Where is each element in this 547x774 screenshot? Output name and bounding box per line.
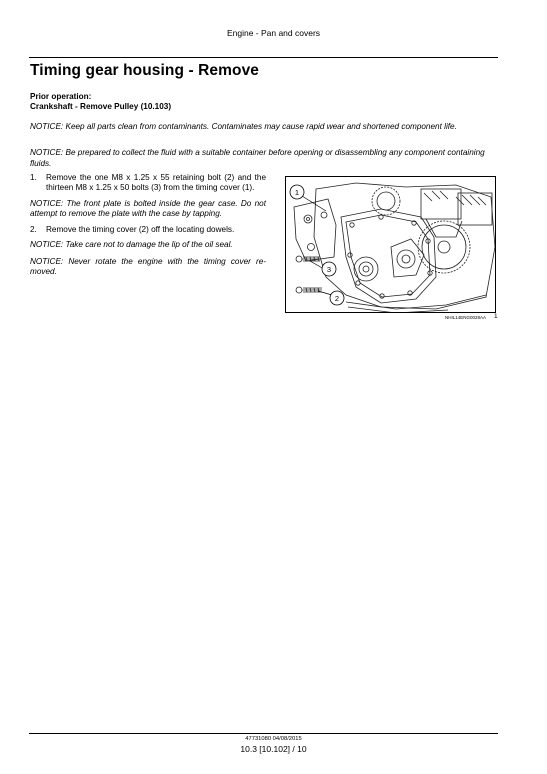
notice-never-rotate: NOTICE: Never rotate the engine with the timing cover re-moved. bbox=[30, 256, 266, 277]
figure-code: NHIL14ENG0028AA bbox=[445, 315, 487, 320]
notice-fluids: NOTICE: Be prepared to collect the fluid with a suitable container before opening or disassembling any component containing fluids. bbox=[30, 148, 485, 168]
step-text: Remove the timing cover (2) off the locating dowels. bbox=[46, 225, 235, 235]
step-2 bbox=[30, 225, 266, 235]
footer-divider bbox=[29, 733, 498, 734]
footer-page-number: 10.3 [10.102] / 10 bbox=[240, 744, 307, 754]
header-divider bbox=[29, 57, 498, 58]
notice-oil-seal: NOTICE: Take care not to damage the lip of the oil seal. bbox=[30, 240, 233, 250]
svg-text:1: 1 bbox=[294, 188, 300, 197]
timing-cover-illustration bbox=[285, 176, 496, 313]
step-number: 1. bbox=[30, 173, 37, 182]
callout-2 bbox=[330, 291, 344, 305]
svg-text:3: 3 bbox=[326, 265, 332, 274]
svg-text:2: 2 bbox=[334, 294, 340, 303]
step-number: 2. bbox=[30, 225, 37, 235]
page-title: Timing gear housing - Remove bbox=[30, 62, 260, 79]
notice-contaminants: NOTICE: Keep all parts clean from contaminants. Contaminates may cause rapid wear and shortened component life. bbox=[30, 122, 457, 131]
figure-number: 1 bbox=[494, 313, 498, 320]
engine-drawing bbox=[286, 177, 496, 313]
step-text: Remove the one M8 x 1.25 x 55 retaining bolt (2) and the thirteen M8 x 1.25 x 50 bolts (3) from the timing cover (1). bbox=[46, 173, 266, 193]
procedure-column bbox=[30, 173, 266, 283]
prior-operation-link[interactable]: Crankshaft - Remove Pulley (10.103) bbox=[30, 102, 172, 111]
callout-1 bbox=[290, 185, 304, 199]
running-header: Engine - Pan and covers bbox=[226, 28, 321, 38]
footer-doc-code: 47731080 04/08/2015 bbox=[245, 736, 302, 742]
prior-operation bbox=[30, 92, 171, 112]
notice-front-plate: NOTICE: The front plate is bolted inside the gear case. Do not attempt to remove the plate with the case by tapping. bbox=[30, 198, 266, 218]
prior-operation-label: Prior operation: bbox=[30, 92, 92, 101]
step-1 bbox=[30, 173, 266, 194]
callout-3 bbox=[322, 262, 336, 276]
